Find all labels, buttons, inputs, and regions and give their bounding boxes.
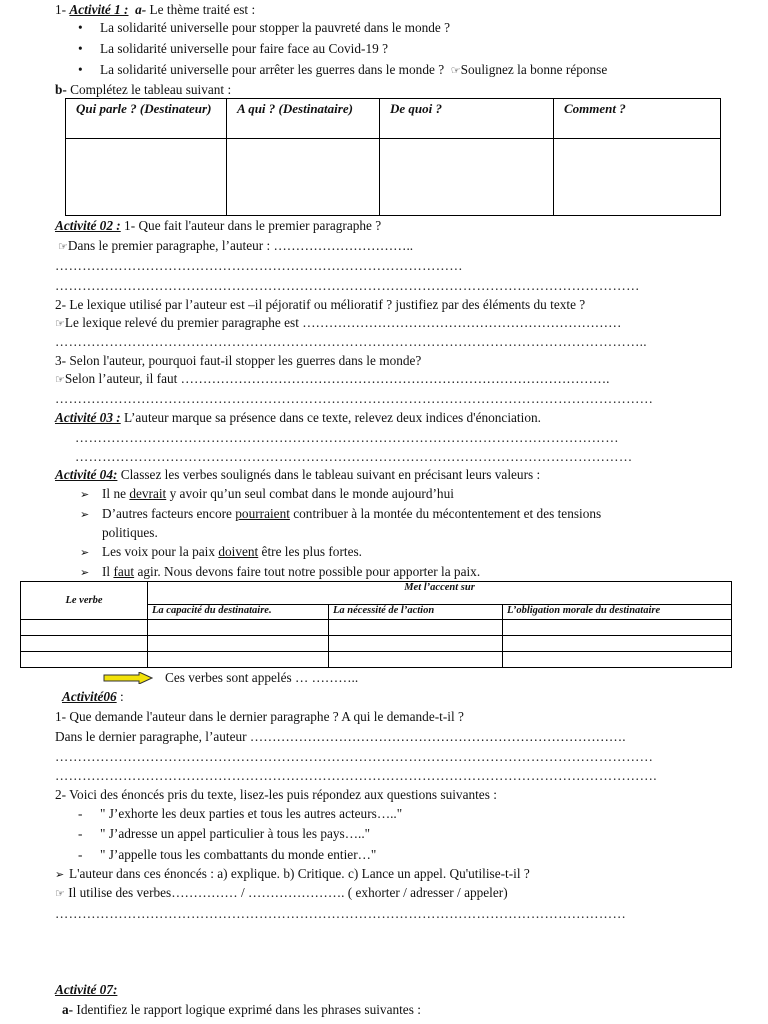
answer-cell[interactable] bbox=[503, 652, 732, 668]
activity-2-q1: Activité 02 : 1- Que fait l'auteur dans le premier paragraphe ? bbox=[55, 218, 382, 233]
activity-6-q2: 2- Voici des énoncés pris du texte, lisez-les puis répondez aux questions suivantes : bbox=[55, 787, 497, 802]
option-2: • La solidarité universelle pour faire face au Covid-19 ? bbox=[78, 41, 388, 56]
activity-2-r2: ☞Le lexique relevé du premier paragraphe est ……………………………………………………………… bbox=[55, 315, 622, 330]
answer-line[interactable]: ………………………………………………………………………………………………………………… bbox=[55, 278, 640, 293]
answer-line[interactable]: …………………………………………………………………………………………………………… bbox=[75, 449, 633, 464]
answer-cell[interactable] bbox=[227, 139, 380, 216]
answer-line[interactable]: ………………………………………………………………………………………………………………….. bbox=[55, 334, 647, 349]
answer-line[interactable]: …………………………………………………………………………………………………………………… bbox=[55, 749, 654, 764]
header-capacite: La capacité du destinataire. bbox=[148, 605, 329, 620]
quote-2: - " J’adresse un appel particulier à tous les pays….." bbox=[78, 826, 371, 841]
mcq-line: ➢ L'auteur dans ces énoncés : a) explique. b) Critique. c) Lance un appel. Qu'utilise-t-il ? bbox=[55, 866, 530, 881]
header-le-verbe: Le verbe bbox=[21, 582, 148, 620]
activity-4-heading: Activité 04: Classez les verbes soulignés dans le tableau suivant en précisant leurs valeurs : bbox=[55, 467, 541, 482]
pointing-hand-icon: ☞ bbox=[55, 374, 65, 386]
answer-line[interactable]: ………………………………………………………………………………………………………… bbox=[75, 430, 619, 445]
answer-cell[interactable] bbox=[148, 652, 329, 668]
answer-line[interactable]: ……………………………………………………………………………………………………………………. bbox=[55, 768, 657, 783]
activity-7-heading: Activité 07: bbox=[55, 982, 118, 997]
answer-cell[interactable] bbox=[66, 139, 227, 216]
quote-1: - " J’exhorte les deux parties et tous les autres acteurs….." bbox=[78, 806, 403, 821]
answer-cell[interactable] bbox=[329, 652, 503, 668]
activity-2-r1: ☞Dans le premier paragraphe, l’auteur : ………………………….. bbox=[58, 238, 414, 253]
verb-sentence-1: ➢ Il ne devrait y avoir qu’un seul combat dans le monde aujourd’hui bbox=[80, 486, 454, 501]
answer-cell[interactable] bbox=[503, 636, 732, 652]
answer-cell[interactable] bbox=[21, 636, 148, 652]
header-destinataire: A qui ? (Destinataire) bbox=[227, 99, 380, 139]
verb-sentence-2: ➢ D’autres facteurs encore pourraient contribuer à la montée du mécontentement et des tensions bbox=[80, 506, 602, 521]
pointing-hand-icon: ☞ bbox=[55, 318, 65, 330]
answer-cell[interactable] bbox=[554, 139, 721, 216]
header-comment: Comment ? bbox=[554, 99, 721, 139]
answer-cell[interactable] bbox=[329, 620, 503, 636]
header-obligation: L’obligation morale du destinataire bbox=[503, 605, 732, 620]
yellow-arrow-icon bbox=[103, 672, 153, 684]
pointing-hand-icon: ☞ bbox=[450, 65, 461, 77]
activity-6-r1: Dans le dernier paragraphe, l’auteur …………………………………………………………………………. bbox=[55, 729, 626, 744]
verb-sentence-2-cont: politiques. bbox=[102, 525, 158, 540]
answer-cell[interactable] bbox=[21, 652, 148, 668]
activity-3-heading: Activité 03 : L’auteur marque sa présence dans ce texte, relevez deux indices d'énonciation. bbox=[55, 410, 541, 425]
part-b-instruction: b- Complétez le tableau suivant : bbox=[55, 82, 232, 97]
answer-line[interactable]: …………………………………………………………………………………………………………………… bbox=[55, 391, 654, 406]
arrowhead-icon: ➢ bbox=[80, 489, 90, 501]
arrowhead-icon: ➢ bbox=[80, 567, 90, 579]
activity-6-heading: Activité06 : bbox=[62, 689, 124, 704]
activity-1-heading: 1- Activité 1 : a- Le thème traité est : bbox=[55, 2, 256, 17]
answer-line[interactable]: ……………………………………………………………………………… bbox=[55, 258, 463, 273]
header-de-quoi: De quoi ? bbox=[380, 99, 554, 139]
header-destinateur: Qui parle ? (Destinateur) bbox=[66, 99, 227, 139]
answer-cell[interactable] bbox=[148, 620, 329, 636]
answer-cell[interactable] bbox=[329, 636, 503, 652]
answer-line[interactable]: ……………………………………………………………………………………………………………… bbox=[55, 906, 627, 921]
answer-cell[interactable] bbox=[503, 620, 732, 636]
quote-3: - " J’appelle tous les combattants du monde entier…" bbox=[78, 847, 377, 862]
activity-2-r3: ☞Selon l’auteur, il faut ……………………………………………………………………………………. bbox=[55, 371, 610, 386]
header-met-accent: Met l’accent sur bbox=[148, 582, 732, 605]
activity-2-q2: 2- Le lexique utilisé par l’auteur est –il péjoratif ou mélioratif ? justifiez par des éléments du texte ? bbox=[55, 297, 586, 312]
verb-sentence-4: ➢ Il faut agir. Nous devons faire tout notre possible pour apporter la paix. bbox=[80, 564, 481, 579]
arrowhead-icon: ➢ bbox=[80, 509, 90, 521]
option-1: • La solidarité universelle pour stopper la pauvreté dans le monde ? bbox=[78, 20, 451, 35]
answer-cell[interactable] bbox=[148, 636, 329, 652]
arrowhead-icon: ➢ bbox=[55, 869, 65, 881]
pointing-hand-icon: ☞ bbox=[58, 241, 68, 253]
conclusion-line: Ces verbes sont appelés … ……….. bbox=[165, 670, 359, 685]
activity-6-r2: ☞ Il utilise des verbes…………… / …………………. ( exhorter / adresser / appeler) bbox=[55, 885, 508, 900]
verb-sentence-3: ➢ Les voix pour la paix doivent être les plus fortes. bbox=[80, 544, 362, 559]
communication-table bbox=[65, 98, 721, 216]
activity-6-q1: 1- Que demande l'auteur dans le dernier paragraphe ? A qui le demande-t-il ? bbox=[55, 709, 464, 724]
option-3: • La solidarité universelle pour arrêter les guerres dans le monde ? ☞Soulignez la bonne réponse bbox=[78, 62, 608, 77]
activity-7-a: a- Identifiez le rapport logique exprimé dans les phrases suivantes : bbox=[62, 1002, 421, 1017]
header-necessite: La nécessité de l’action bbox=[329, 605, 503, 620]
activity-2-q3: 3- Selon l'auteur, pourquoi faut-il stopper les guerres dans le monde? bbox=[55, 353, 422, 368]
verb-classification-table bbox=[20, 581, 732, 668]
answer-cell[interactable] bbox=[21, 620, 148, 636]
pointing-hand-icon: ☞ bbox=[55, 888, 65, 900]
answer-cell[interactable] bbox=[380, 139, 554, 216]
arrowhead-icon: ➢ bbox=[80, 547, 90, 559]
